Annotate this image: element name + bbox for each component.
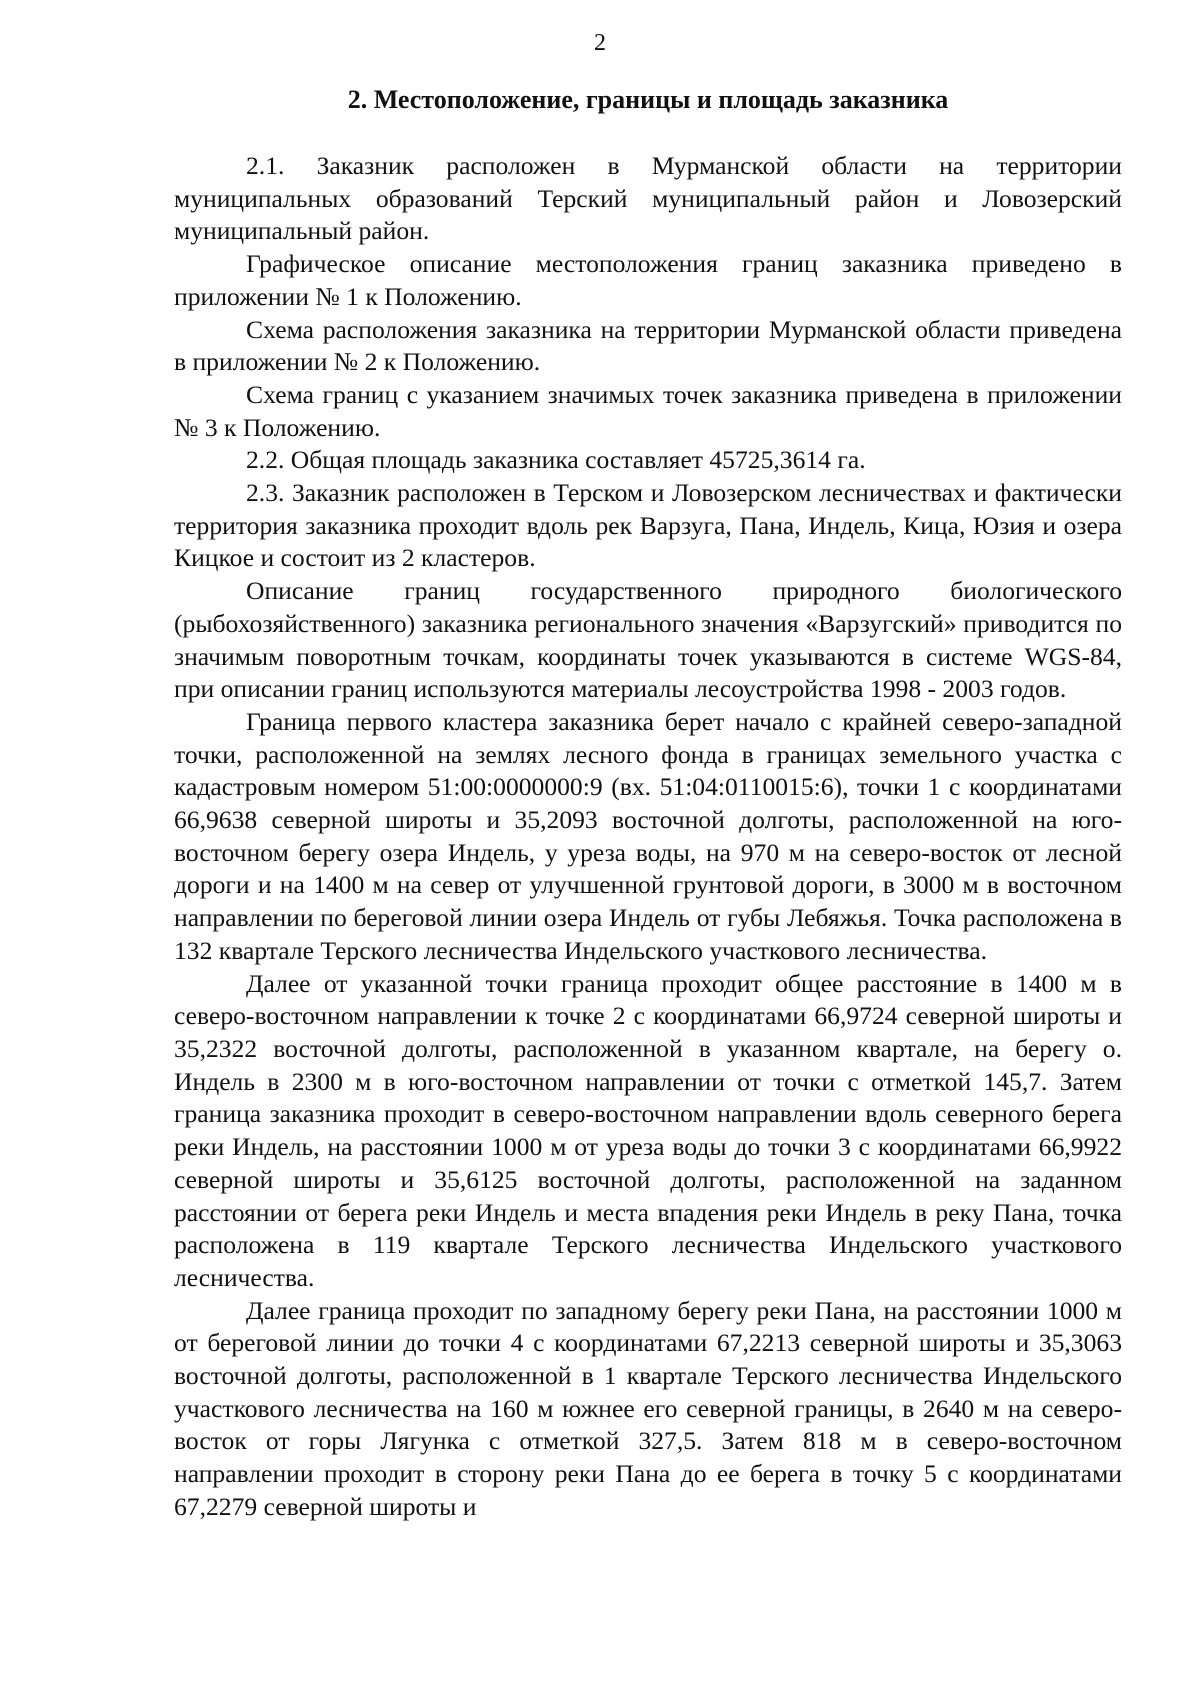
paragraph: Графическое описание местоположения границ заказника приведено в приложении № 1 к Положению. bbox=[174, 249, 1122, 311]
paragraph: Описание границ государственного природного биологического (рыбохозяйственного) заказника регионального значения «Варзугский» приводится по значимым поворотным точкам, координаты точек указываются в системе WGS-84, при описании границ используются материалы лесоустройства 1998 - 2003 годов. bbox=[174, 576, 1122, 704]
paragraph: Схема расположения заказника на территории Мурманской области приведена в приложении № 2 к Положению. bbox=[174, 314, 1122, 377]
document-body bbox=[174, 150, 1122, 1524]
paragraph: Граница первого кластера заказника берет начало с крайней северо-западной точки, расположенной на землях лесного фонда в границах земельного участка с кадастровым номером 51:00:0000000:9 (вх. 51:04:0110015:6), точки 1 с координатами 66,9638 северной широты и 35,2093 восточной долготы, расположенной на юго-восточном берегу озера Индель, у уреза воды, на 970 м на северо-восток от лесной дороги и на 1400 м на север от улучшенной грунтовой дороги, в 3000 м в восточном направлении по береговой линии озера Индель от губы Лебяжья. Точка расположена в 132 квартале Терского лесничества Индельского участкового лесничества. bbox=[174, 706, 1122, 965]
paragraph: 2.3. Заказник расположен в Терском и Ловозерском лесничествах и фактически территория заказника проходит вдоль рек Варзуга, Пана, Индель, Кица, Юзия и озера Кицкое и состоит из 2 кластеров. bbox=[174, 478, 1122, 573]
section-title: 2. Местоположение, границы и площадь заказника bbox=[347, 85, 949, 114]
paragraph: Далее от указанной точки граница проходит общее расстояние в 1400 м в северо-восточном направлении к точке 2 с координатами 66,9724 северной широты и 35,2322 восточной долготы, расположенной в указанном квартале, на берегу о. Индель в 2300 м в юго-восточном направлении от точки с отметкой 145,7. Затем граница заказника проходит в северо-восточном направлении вдоль северного берега реки Индель, на расстоянии 1000 м от уреза воды до точки 3 с координатами 66,9922 северной широты и 35,6125 восточной долготы, расположенной на заданном расстоянии от берега реки Индель и места впадения реки Индель в реку Пана, точка расположена в 119 квартале Терского лесничества Индельского участкового лесничества. bbox=[174, 968, 1122, 1292]
paragraph: Далее граница проходит по западному берегу реки Пана, на расстоянии 1000 м от береговой линии до точки 4 с координатами 67,2213 северной широты и 35,3063 восточной долготы, расположенной в 1 квартале Терского лесничества Индельского участкового лесничества на 160 м южнее его северной границы, в 2640 м на северо-восток от горы Лягунка с отметкой 327,5. Затем 818 м в северо-восточном направлении проходит в сторону реки Пана до ее берега в точку 5 с координатами 67,2279 северной широты и bbox=[174, 1295, 1122, 1521]
page-number: 2 bbox=[594, 30, 606, 56]
paragraph: Схема границ с указанием значимых точек заказника приведена в приложении № 3 к Положению. bbox=[174, 379, 1122, 442]
paragraph: 2.2. Общая площадь заказника составляет 45725,3614 га. bbox=[246, 445, 866, 475]
paragraph: 2.1. Заказник расположен в Мурманской области на территории муниципальных образований Терский муниципальный район и Ловозерский муниципальный район. bbox=[174, 151, 1122, 246]
